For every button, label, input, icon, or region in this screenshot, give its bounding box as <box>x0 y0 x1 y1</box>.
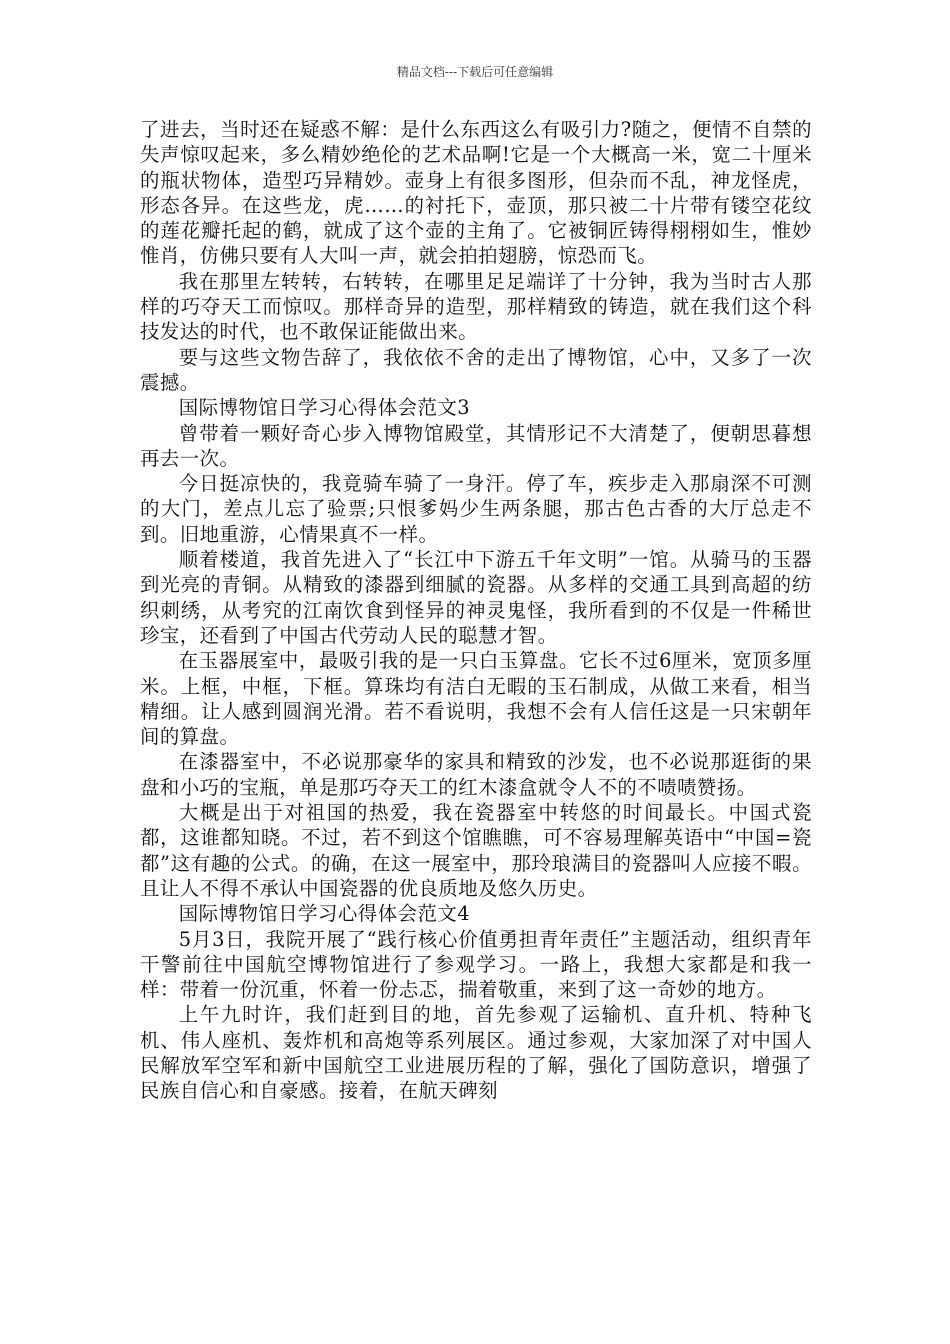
section-heading: 国际博物馆日学习心得体会范文3 <box>178 396 471 420</box>
paragraph: 在玉器展室中，最吸引我的是一只白玉算盘。它长不过6厘米，宽顶多厘米。上框，中框，下框。算珠均有洁白无暇的玉石制成，从做工来看，相当精细。让人感到圆润光滑。若不看说明，我想不会有人信任这是一只宋朝年间的算盘。 <box>140 649 812 749</box>
paragraph: 大概是出于对祖国的热爱，我在瓷器室中转悠的时间最长。中国式瓷都，这谁都知晓。不过，若不到这个馆瞧瞧，可不容易理解英语中“中国=瓷都”这有趣的公式。的确，在这一展室中，那玲琅满目的瓷器叫人应接不暇。且让人不得不承认中国瓷器的优良质地及悠久历史。 <box>140 801 812 900</box>
paragraph: 顺着楼道，我首先进入了“长江中下游五千年文明”一馆。从骑马的玉器到光亮的青铜。从精致的漆器到细腻的瓷器。从多样的交通工具到高超的纺织刺绣，从考究的江南饮食到怪异的神灵鬼怪，我所看到的不仅是一件稀世珍宝，还看到了中国古代劳动人民的聪慧才智。 <box>140 548 812 647</box>
document-body <box>140 117 812 1104</box>
section-heading: 国际博物馆日学习心得体会范文4 <box>178 902 471 926</box>
paragraph: 上午九时许，我们赶到目的地，首先参观了运输机、直升机、特种飞机、伟人座机、轰炸机和高炮等系列展区。通过参观，大家加深了对中国人民解放军空军和新中国航空工业进展历程的了解，强化了国防意识，增强了民族自信心和自豪感。接着，在航天碑刻 <box>140 1003 812 1103</box>
page-header: 精品文档---下载后可任意编辑 <box>396 65 554 79</box>
paragraph: 了进去，当时还在疑惑不解：是什么东西这么有吸引力?随之，便情不自禁的失声惊叹起来，多么精妙绝伦的艺术品啊!它是一个大概高一米，宽二十厘米的瓶状物体，造型巧异精妙。壶身上有很多图形，但杂而不乱，神龙怪虎，形态各异。在这些龙，虎……的衬托下，壶顶，那只被二十片带有镂空花纹的莲花瓣托起的鹤，就成了这个壶的主角了。它被铜匠铸得栩栩如生，惟妙惟肖，仿佛只要有人大叫一声，就会拍拍翅膀，惊恐而飞。 <box>140 118 812 268</box>
paragraph: 在漆器室中，不必说那豪华的家具和精致的沙发，也不必说那逛街的果盘和小巧的宝瓶，单是那巧夺天工的红木漆盒就令人不的不啧啧赞扬。 <box>140 750 812 799</box>
paragraph: 今日挺凉快的，我竟骑车骑了一身汗。停了车，疾步走入那扇深不可测的大门，差点儿忘了验票;只恨爹妈少生两条腿，那古色古香的大厅总走不到。旧地重游，心情果真不一样。 <box>140 472 812 546</box>
paragraph: 要与这些文物告辞了，我依依不舍的走出了博物馆，心中，又多了一次震撼。 <box>140 345 812 394</box>
paragraph: 5月3日，我院开展了“践行核心价值勇担青年责任”主题活动，组织青年干警前往中国航空博物馆进行了参观学习。一路上，我想大家都是和我一样：带着一份沉重，怀着一份忐忑，揣着敬重，来到了这一奇妙的地方。 <box>140 927 812 1002</box>
paragraph: 曾带着一颗好奇心步入博物馆殿堂，其情形记不大清楚了，便朝思暮想再去一次。 <box>140 421 812 470</box>
paragraph: 我在那里左转转，右转转，在哪里足足端详了十分钟，我为当时古人那样的巧夺天工而惊叹。那样奇异的造型，那样精致的铸造，就在我们这个科技发达的时代，也不敢保证能做出来。 <box>140 269 812 344</box>
